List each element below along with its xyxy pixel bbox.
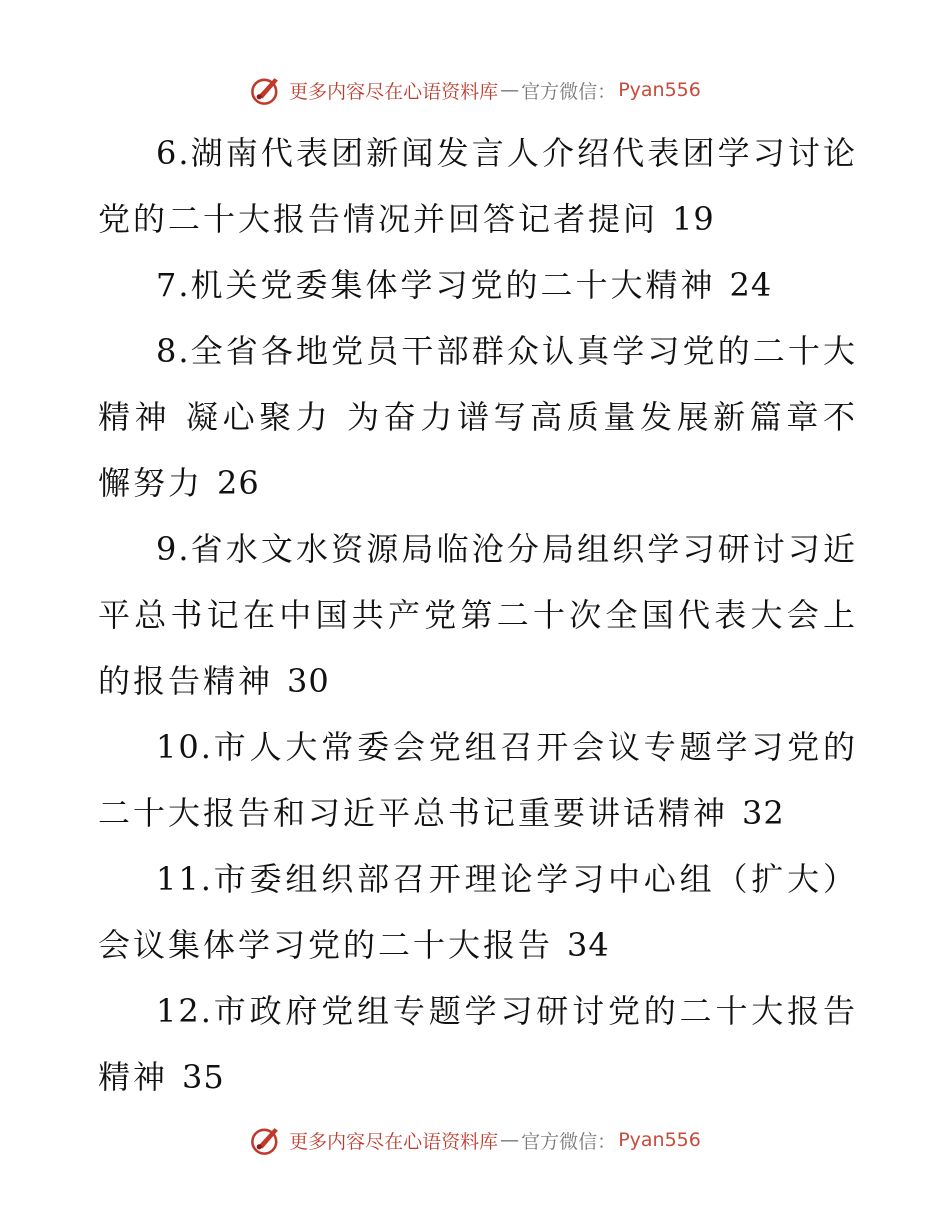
toc-item-page: 34: [567, 926, 610, 964]
banner-label: 官方微信：: [521, 1130, 617, 1153]
toc-item[interactable]: [98, 252, 858, 318]
banner-main-text: 更多内容尽在心语资料库: [289, 80, 499, 103]
brush-logo-icon: [249, 73, 283, 107]
toc-item-number: 7.: [156, 266, 191, 304]
toc-item-title: 全省各地党员干部群众认真学习党的二十大精神 凝心聚力 为奋力谱写高质量发展新篇章不懈努力: [98, 332, 858, 502]
toc-item[interactable]: [98, 978, 858, 1110]
toc-item-title: 省水文水资源局临沧分局组织学习研讨习近平总书记在中国共产党第二十次全国代表大会上的报告精神: [98, 530, 858, 700]
banner-dash: —: [500, 79, 520, 101]
banner-main-text: 更多内容尽在心语资料库: [289, 1130, 499, 1153]
toc-item-number: 8.: [156, 332, 191, 370]
toc-item-title: 市政府党组专题学习研讨党的二十大报告精神: [98, 992, 858, 1096]
toc-item-page: 24: [729, 266, 773, 304]
footer-banner: [0, 1120, 950, 1160]
toc-item-number: 10.: [156, 728, 213, 766]
toc-item[interactable]: [98, 516, 858, 714]
banner-dash: —: [500, 1129, 520, 1151]
header-banner: [0, 70, 950, 110]
toc-item-title: 市委组织部召开理论学习中心组（扩大）会议集体学习党的二十大报告: [98, 860, 858, 964]
toc-item-title: 机关党委集体学习党的二十大精神: [190, 266, 716, 304]
banner-wechat-id: Pyan556: [618, 79, 701, 101]
toc-item-page: 19: [672, 200, 715, 238]
toc-item-number: 9.: [156, 530, 191, 568]
banner-wechat-id: Pyan556: [618, 1129, 701, 1151]
toc-item[interactable]: [98, 120, 858, 252]
toc-item-page: 35: [182, 1058, 225, 1096]
toc-item[interactable]: [98, 714, 858, 846]
toc-item[interactable]: [98, 846, 858, 978]
banner-label: 官方微信：: [521, 80, 617, 103]
brush-logo-icon: [249, 1123, 283, 1157]
toc-item-title: 湖南代表团新闻发言人介绍代表团学习讨论党的二十大报告情况并回答记者提问: [98, 134, 858, 238]
table-of-contents: [98, 120, 858, 1110]
toc-item-number: 11.: [156, 860, 213, 898]
toc-item-page: 26: [217, 464, 260, 502]
toc-item[interactable]: [98, 318, 858, 516]
toc-item-number: 12.: [156, 992, 213, 1030]
toc-item-page: 32: [742, 794, 785, 832]
toc-item-page: 30: [287, 662, 330, 700]
toc-item-number: 6.: [156, 134, 191, 172]
toc-item-title: 市人大常委会党组召开会议专题学习党的二十大报告和习近平总书记重要讲话精神: [98, 728, 858, 832]
